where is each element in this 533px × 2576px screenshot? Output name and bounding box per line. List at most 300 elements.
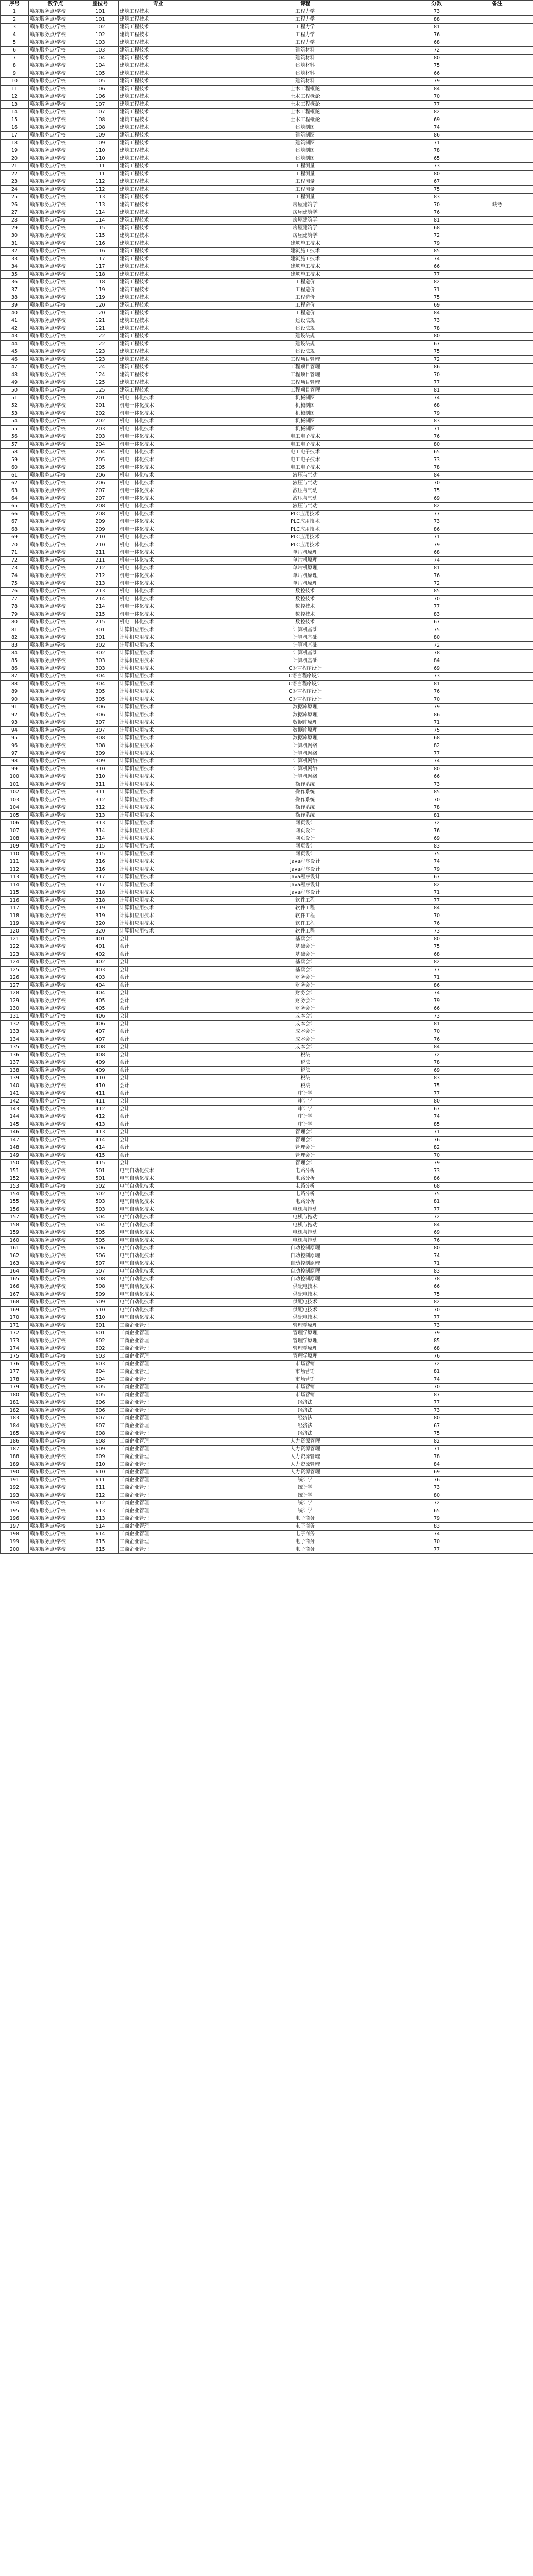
cell-major: 机电一体化技术 (119, 588, 198, 596)
table-row (1, 86, 533, 93)
cell-teaching-point: 赣东服务点/学校 (29, 302, 82, 310)
table-row (1, 1152, 533, 1160)
cell-teaching-point: 赣东服务点/学校 (29, 155, 82, 163)
cell-major: 建筑工程技术 (119, 163, 198, 171)
cell-teaching-point: 赣东服务点/学校 (29, 1052, 82, 1059)
cell-teaching-point: 赣东服务点/学校 (29, 232, 82, 240)
cell-teaching-point: 赣东服务点/学校 (29, 1361, 82, 1368)
table-row (1, 1283, 533, 1291)
cell-index: 148 (1, 1144, 29, 1152)
table-row (1, 310, 533, 317)
cell-teaching-point: 赣东服务点/学校 (29, 217, 82, 225)
cell-remark (461, 588, 533, 596)
cell-major: 建筑工程技术 (119, 178, 198, 186)
cell-seat-number: 603 (82, 1353, 119, 1361)
table-row (1, 124, 533, 132)
cell-index: 89 (1, 688, 29, 696)
cell-index: 13 (1, 101, 29, 109)
cell-score: 70 (412, 596, 461, 603)
cell-remark (461, 472, 533, 480)
cell-index: 68 (1, 526, 29, 534)
cell-course: 数据库原理 (198, 711, 412, 719)
cell-seat-number: 301 (82, 626, 119, 634)
cell-teaching-point: 赣东服务点/学校 (29, 1384, 82, 1392)
cell-teaching-point: 赣东服务点/学校 (29, 812, 82, 820)
cell-score: 83 (412, 611, 461, 619)
cell-score: 82 (412, 279, 461, 286)
cell-seat-number: 206 (82, 480, 119, 487)
cell-major: 电气自动化技术 (119, 1268, 198, 1276)
cell-course: 自动控制原理 (198, 1260, 412, 1268)
cell-remark (461, 8, 533, 16)
table-row (1, 1005, 533, 1013)
cell-remark (461, 1299, 533, 1307)
cell-teaching-point: 赣东服务点/学校 (29, 1013, 82, 1021)
cell-index: 82 (1, 634, 29, 642)
cell-major: 建筑工程技术 (119, 47, 198, 55)
table-row (1, 1276, 533, 1283)
cell-course: 成本会计 (198, 1028, 412, 1036)
cell-seat-number: 201 (82, 395, 119, 402)
cell-course: 人力资源管理 (198, 1453, 412, 1461)
cell-seat-number: 413 (82, 1129, 119, 1137)
cell-teaching-point: 赣东服务点/学校 (29, 565, 82, 572)
cell-index: 65 (1, 503, 29, 511)
cell-major: 电气自动化技术 (119, 1299, 198, 1307)
cell-seat-number: 103 (82, 39, 119, 47)
cell-seat-number: 404 (82, 990, 119, 997)
cell-course: 工程力学 (198, 8, 412, 16)
cell-score: 65 (412, 449, 461, 456)
cell-major: 建筑工程技术 (119, 86, 198, 93)
cell-teaching-point: 赣东服务点/学校 (29, 874, 82, 882)
cell-major: 工商企业管理 (119, 1392, 198, 1399)
cell-seat-number: 208 (82, 503, 119, 511)
cell-major: 建筑工程技术 (119, 248, 198, 256)
cell-major: 工商企业管理 (119, 1500, 198, 1507)
cell-teaching-point: 赣东服务点/学校 (29, 1206, 82, 1214)
header-row (1, 1, 533, 8)
cell-teaching-point: 赣东服务点/学校 (29, 1144, 82, 1152)
cell-remark (461, 1144, 533, 1152)
cell-teaching-point: 赣东服务点/学校 (29, 8, 82, 16)
cell-index: 132 (1, 1021, 29, 1028)
cell-major: 建筑工程技术 (119, 294, 198, 302)
cell-teaching-point: 赣东服务点/学校 (29, 1237, 82, 1245)
cell-teaching-point: 赣东服务点/学校 (29, 596, 82, 603)
cell-remark (461, 650, 533, 657)
cell-seat-number: 202 (82, 418, 119, 426)
cell-index: 138 (1, 1067, 29, 1075)
cell-major: 工商企业管理 (119, 1438, 198, 1446)
cell-major: 电气自动化技术 (119, 1214, 198, 1222)
cell-index: 164 (1, 1268, 29, 1276)
cell-score: 78 (412, 147, 461, 155)
cell-course: 基础会计 (198, 943, 412, 951)
cell-major: 建筑工程技术 (119, 232, 198, 240)
cell-seat-number: 207 (82, 487, 119, 495)
cell-major: 建筑工程技术 (119, 24, 198, 31)
cell-index: 124 (1, 959, 29, 967)
cell-remark (461, 874, 533, 882)
cell-course: 建筑制图 (198, 147, 412, 155)
cell-index: 113 (1, 874, 29, 882)
cell-course: 电机与拖动 (198, 1222, 412, 1229)
cell-course: 人力资源管理 (198, 1446, 412, 1453)
cell-remark (461, 642, 533, 650)
cell-score: 84 (412, 1461, 461, 1469)
cell-course: 机械制图 (198, 426, 412, 433)
cell-score: 85 (412, 1337, 461, 1345)
cell-remark (461, 889, 533, 897)
cell-score: 86 (412, 711, 461, 719)
cell-teaching-point: 赣东服务点/学校 (29, 696, 82, 704)
cell-seat-number: 615 (82, 1546, 119, 1554)
cell-seat-number: 306 (82, 704, 119, 711)
cell-teaching-point: 赣东服务点/学校 (29, 1415, 82, 1422)
cell-major: 建筑工程技术 (119, 348, 198, 356)
cell-course: C语言程序设计 (198, 696, 412, 704)
table-row (1, 1376, 533, 1384)
table-row (1, 766, 533, 773)
cell-score: 77 (412, 101, 461, 109)
cell-major: 计算机应用技术 (119, 835, 198, 843)
cell-index: 41 (1, 317, 29, 325)
cell-seat-number: 318 (82, 897, 119, 905)
cell-score: 72 (412, 820, 461, 827)
cell-score: 82 (412, 109, 461, 116)
table-row (1, 426, 533, 433)
cell-seat-number: 104 (82, 62, 119, 70)
table-row (1, 557, 533, 565)
cell-score: 82 (412, 959, 461, 967)
table-row (1, 1214, 533, 1222)
cell-course: 建筑制图 (198, 155, 412, 163)
table-row (1, 928, 533, 936)
cell-teaching-point: 赣东服务点/学校 (29, 147, 82, 155)
cell-major: 工商企业管理 (119, 1484, 198, 1492)
cell-seat-number: 314 (82, 827, 119, 835)
cell-teaching-point: 赣东服务点/学校 (29, 1492, 82, 1500)
cell-index: 193 (1, 1492, 29, 1500)
cell-score: 73 (412, 673, 461, 681)
cell-index: 91 (1, 704, 29, 711)
cell-course: 工程项目管理 (198, 356, 412, 364)
cell-teaching-point: 赣东服务点/学校 (29, 1337, 82, 1345)
cell-seat-number: 414 (82, 1137, 119, 1144)
cell-seat-number: 123 (82, 348, 119, 356)
cell-index: 73 (1, 565, 29, 572)
cell-score: 69 (412, 1229, 461, 1237)
cell-remark (461, 1198, 533, 1206)
cell-major: 工商企业管理 (119, 1469, 198, 1477)
cell-index: 103 (1, 796, 29, 804)
cell-seat-number: 211 (82, 549, 119, 557)
cell-index: 170 (1, 1314, 29, 1322)
cell-seat-number: 214 (82, 603, 119, 611)
cell-teaching-point: 赣东服务点/学校 (29, 209, 82, 217)
header-index: 序号 (1, 1, 29, 8)
cell-index: 102 (1, 789, 29, 796)
cell-teaching-point: 赣东服务点/学校 (29, 1407, 82, 1415)
cell-score: 80 (412, 441, 461, 449)
cell-remark (461, 727, 533, 735)
cell-teaching-point: 赣东服务点/学校 (29, 1368, 82, 1376)
cell-major: 会计 (119, 1082, 198, 1090)
table-row (1, 371, 533, 379)
cell-teaching-point: 赣东服务点/学校 (29, 1291, 82, 1299)
cell-score: 84 (412, 472, 461, 480)
cell-index: 167 (1, 1291, 29, 1299)
cell-remark (461, 495, 533, 503)
cell-teaching-point: 赣东服务点/学校 (29, 1283, 82, 1291)
cell-score: 81 (412, 812, 461, 820)
cell-seat-number: 401 (82, 936, 119, 943)
table-row (1, 1036, 533, 1044)
table-row (1, 1546, 533, 1554)
cell-seat-number: 214 (82, 596, 119, 603)
cell-index: 182 (1, 1407, 29, 1415)
table-row (1, 1507, 533, 1515)
cell-major: 机电一体化技术 (119, 410, 198, 418)
cell-index: 60 (1, 464, 29, 472)
cell-teaching-point: 赣东服务点/学校 (29, 333, 82, 341)
cell-course: 建设法规 (198, 325, 412, 333)
cell-teaching-point: 赣东服务点/学校 (29, 820, 82, 827)
table-row (1, 1446, 533, 1453)
cell-index: 69 (1, 534, 29, 541)
cell-index: 199 (1, 1538, 29, 1546)
table-row (1, 456, 533, 464)
cell-teaching-point: 赣东服务点/学校 (29, 1082, 82, 1090)
cell-seat-number: 612 (82, 1500, 119, 1507)
cell-teaching-point: 赣东服务点/学校 (29, 843, 82, 851)
cell-index: 133 (1, 1028, 29, 1036)
cell-index: 72 (1, 557, 29, 565)
cell-course: 电机与拖动 (198, 1237, 412, 1245)
cell-score: 68 (412, 1183, 461, 1191)
cell-remark (461, 518, 533, 526)
cell-remark (461, 526, 533, 534)
cell-remark (461, 341, 533, 348)
cell-teaching-point: 赣东服务点/学校 (29, 719, 82, 727)
cell-major: 电气自动化技术 (119, 1314, 198, 1322)
cell-index: 81 (1, 626, 29, 634)
cell-index: 197 (1, 1523, 29, 1531)
cell-score: 72 (412, 1052, 461, 1059)
cell-index: 137 (1, 1059, 29, 1067)
cell-course: 电工电子技术 (198, 449, 412, 456)
table-row (1, 511, 533, 518)
table-row (1, 217, 533, 225)
cell-course: 工程力学 (198, 39, 412, 47)
cell-remark (461, 1206, 533, 1214)
cell-remark (461, 997, 533, 1005)
cell-index: 101 (1, 781, 29, 789)
cell-course: 电工电子技术 (198, 456, 412, 464)
table-row (1, 1345, 533, 1353)
cell-remark (461, 395, 533, 402)
cell-remark (461, 580, 533, 588)
cell-course: 建筑制图 (198, 132, 412, 140)
table-row (1, 1407, 533, 1415)
table-row (1, 982, 533, 990)
cell-course: 审计学 (198, 1106, 412, 1113)
table-row (1, 356, 533, 364)
table-row (1, 1477, 533, 1484)
table-row (1, 140, 533, 147)
cell-index: 112 (1, 866, 29, 874)
cell-major: 计算机应用技术 (119, 827, 198, 835)
cell-index: 90 (1, 696, 29, 704)
cell-seat-number: 402 (82, 959, 119, 967)
cell-score: 68 (412, 225, 461, 232)
cell-major: 机电一体化技术 (119, 557, 198, 565)
cell-remark (461, 1152, 533, 1160)
cell-seat-number: 601 (82, 1322, 119, 1330)
table-row (1, 1044, 533, 1052)
cell-teaching-point: 赣东服务点/学校 (29, 487, 82, 495)
cell-seat-number: 408 (82, 1052, 119, 1059)
cell-teaching-point: 赣东服务点/学校 (29, 603, 82, 611)
cell-course: C语言程序设计 (198, 688, 412, 696)
cell-remark (461, 719, 533, 727)
cell-score: 76 (412, 1353, 461, 1361)
cell-course: 软件工程 (198, 905, 412, 912)
cell-score: 84 (412, 905, 461, 912)
cell-index: 189 (1, 1461, 29, 1469)
cell-remark (461, 1082, 533, 1090)
table-row (1, 1229, 533, 1237)
cell-index: 29 (1, 225, 29, 232)
cell-major: 建筑工程技术 (119, 356, 198, 364)
cell-score: 79 (412, 410, 461, 418)
cell-teaching-point: 赣东服务点/学校 (29, 619, 82, 626)
cell-remark (461, 1021, 533, 1028)
cell-seat-number: 215 (82, 611, 119, 619)
cell-teaching-point: 赣东服务点/学校 (29, 572, 82, 580)
cell-teaching-point: 赣东服务点/学校 (29, 171, 82, 178)
cell-course: Java程序设计 (198, 882, 412, 889)
cell-remark (461, 286, 533, 294)
table-row (1, 696, 533, 704)
cell-major: 计算机应用技术 (119, 781, 198, 789)
cell-score: 72 (412, 47, 461, 55)
cell-index: 35 (1, 271, 29, 279)
table-row (1, 611, 533, 619)
cell-major: 计算机应用技术 (119, 796, 198, 804)
cell-remark (461, 804, 533, 812)
cell-seat-number: 319 (82, 905, 119, 912)
cell-teaching-point: 赣东服务点/学校 (29, 39, 82, 47)
cell-major: 会计 (119, 951, 198, 959)
cell-remark (461, 534, 533, 541)
table-row (1, 70, 533, 78)
cell-index: 110 (1, 851, 29, 858)
table-row (1, 1106, 533, 1113)
cell-major: 工商企业管理 (119, 1523, 198, 1531)
cell-seat-number: 602 (82, 1345, 119, 1353)
cell-teaching-point: 赣东服务点/学校 (29, 549, 82, 557)
cell-course: 液压与气动 (198, 480, 412, 487)
cell-course: 电路分析 (198, 1175, 412, 1183)
cell-index: 3 (1, 24, 29, 31)
cell-index: 179 (1, 1384, 29, 1392)
cell-index: 1 (1, 8, 29, 16)
table-row (1, 1330, 533, 1337)
cell-remark (461, 596, 533, 603)
cell-score: 78 (412, 464, 461, 472)
cell-seat-number: 505 (82, 1229, 119, 1237)
cell-index: 94 (1, 727, 29, 735)
cell-course: 房屋建筑学 (198, 217, 412, 225)
cell-remark (461, 487, 533, 495)
cell-teaching-point: 赣东服务点/学校 (29, 534, 82, 541)
cell-major: 会计 (119, 1067, 198, 1075)
cell-seat-number: 613 (82, 1515, 119, 1523)
cell-teaching-point: 赣东服务点/学校 (29, 70, 82, 78)
cell-remark (461, 936, 533, 943)
cell-seat-number: 314 (82, 835, 119, 843)
cell-seat-number: 308 (82, 742, 119, 750)
cell-major: 工商企业管理 (119, 1337, 198, 1345)
cell-score: 79 (412, 704, 461, 711)
cell-score: 75 (412, 487, 461, 495)
cell-index: 196 (1, 1515, 29, 1523)
cell-score: 66 (412, 1005, 461, 1013)
cell-remark (461, 572, 533, 580)
cell-index: 37 (1, 286, 29, 294)
cell-index: 24 (1, 186, 29, 194)
table-row (1, 441, 533, 449)
cell-major: 计算机应用技术 (119, 727, 198, 735)
cell-remark (461, 1376, 533, 1384)
cell-course: 管理学原理 (198, 1353, 412, 1361)
cell-course: 建筑材料 (198, 47, 412, 55)
cell-teaching-point: 赣东服务点/学校 (29, 858, 82, 866)
cell-seat-number: 210 (82, 534, 119, 541)
cell-remark (461, 789, 533, 796)
table-row (1, 704, 533, 711)
cell-score: 83 (412, 418, 461, 426)
cell-remark (461, 974, 533, 982)
cell-seat-number: 411 (82, 1090, 119, 1098)
cell-seat-number: 415 (82, 1152, 119, 1160)
cell-remark (461, 263, 533, 271)
cell-seat-number: 122 (82, 341, 119, 348)
cell-remark (461, 371, 533, 379)
cell-index: 64 (1, 495, 29, 503)
cell-seat-number: 304 (82, 681, 119, 688)
cell-score: 82 (412, 882, 461, 889)
cell-remark (461, 93, 533, 101)
cell-seat-number: 608 (82, 1438, 119, 1446)
cell-major: 会计 (119, 959, 198, 967)
cell-teaching-point: 赣东服务点/学校 (29, 1307, 82, 1314)
cell-teaching-point: 赣东服务点/学校 (29, 1245, 82, 1252)
cell-seat-number: 112 (82, 178, 119, 186)
cell-course: 税法 (198, 1052, 412, 1059)
cell-seat-number: 209 (82, 526, 119, 534)
cell-course: 财务会计 (198, 982, 412, 990)
cell-remark (461, 1407, 533, 1415)
cell-seat-number: 122 (82, 333, 119, 341)
cell-score: 78 (412, 1276, 461, 1283)
cell-index: 139 (1, 1075, 29, 1082)
cell-course: 工程项目管理 (198, 371, 412, 379)
cell-teaching-point: 赣东服务点/学校 (29, 271, 82, 279)
cell-course: 电子商务 (198, 1523, 412, 1531)
